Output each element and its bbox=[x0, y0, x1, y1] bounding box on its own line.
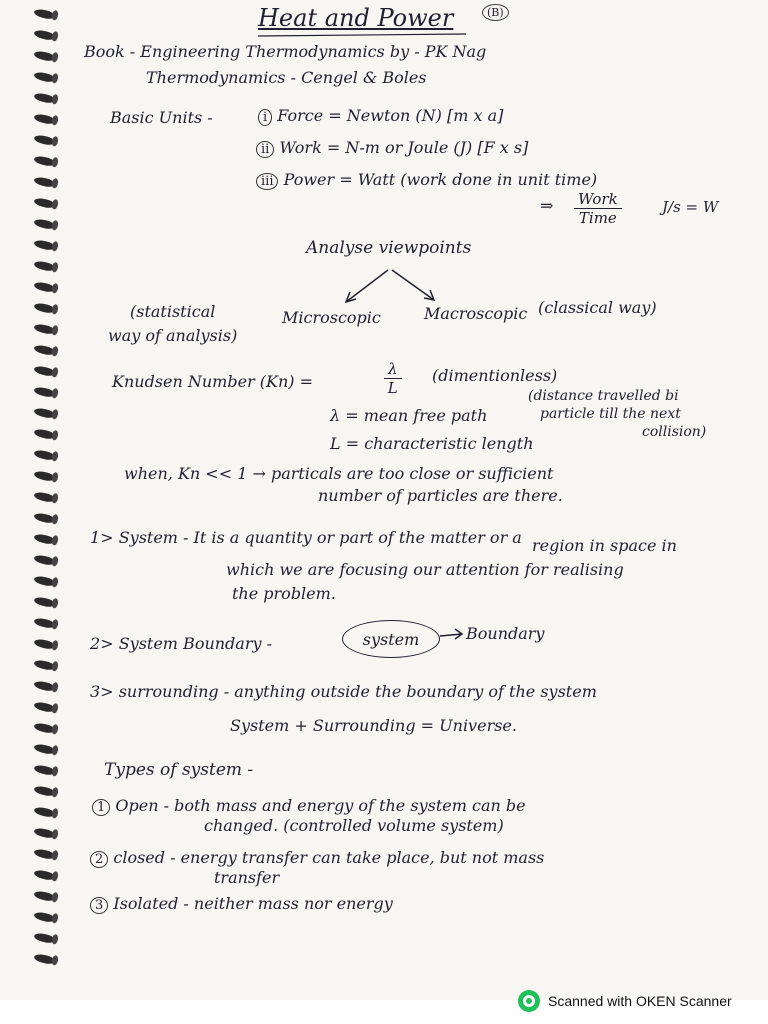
definition-system-line4: the problem. bbox=[232, 584, 336, 603]
definition-boundary: 2> System Boundary - bbox=[90, 634, 273, 653]
basic-units-label: Basic Units - bbox=[110, 108, 213, 127]
types-heading: Types of system - bbox=[104, 760, 254, 780]
l-definition: L = characteristic length bbox=[330, 434, 534, 453]
unit-item-work: ii Work = N-m or Joule (J) [F x s] bbox=[256, 138, 528, 157]
arrow-to-microscopic bbox=[346, 270, 388, 302]
oken-logo-icon bbox=[518, 990, 540, 1012]
page-title: Heat and Power bbox=[258, 4, 454, 32]
statistical-note-2: way of analysis) bbox=[108, 326, 238, 345]
scanner-text: Scanned with OKEN Scanner bbox=[548, 993, 732, 1009]
knudsen-note: (dimentionless) bbox=[432, 366, 558, 385]
unit-item-power: iii Power = Watt (work done in unit time) bbox=[256, 170, 597, 189]
power-result: J/s = W bbox=[662, 198, 719, 216]
type-open-line2: changed. (controlled volume system) bbox=[204, 816, 504, 835]
knudsen-denominator: L bbox=[387, 379, 398, 397]
when-line-1: when, Kn << 1 → particals are too close or sufficient bbox=[124, 464, 554, 483]
fraction-numerator: Work bbox=[574, 190, 622, 209]
type-open: 1 Open - both mass and energy of the system can be bbox=[92, 796, 526, 815]
scanner-watermark bbox=[518, 990, 732, 1012]
unit-item-force: i Force = Newton (N) [m x a] bbox=[258, 106, 503, 125]
lambda-note-2: particle till the next bbox=[540, 406, 681, 422]
lambda-note-1: (distance travelled bi bbox=[528, 388, 679, 404]
boundary-label: Boundary bbox=[466, 624, 545, 643]
book-line-1: Book - Engineering Thermodynamics by - PK Nag bbox=[84, 42, 487, 61]
system-universe-equation: System + Surrounding = Universe. bbox=[230, 716, 517, 735]
knudsen-label: Knudsen Number (Kn) = bbox=[112, 372, 314, 391]
book-line-2: Thermodynamics - Cengel & Boles bbox=[146, 68, 427, 87]
definition-system-line3: which we are focusing our attention for realising bbox=[226, 560, 624, 579]
system-ellipse: system bbox=[342, 620, 440, 658]
lambda-definition: λ = mean free path bbox=[330, 406, 488, 425]
viewpoints-heading: Analyse viewpoints bbox=[306, 238, 472, 258]
knudsen-numerator: λ bbox=[384, 360, 402, 379]
type-isolated: 3 Isolated - neither mass nor energy bbox=[90, 894, 393, 913]
type-closed-line2: transfer bbox=[214, 868, 280, 887]
definition-system-line2: region in space in bbox=[532, 536, 677, 555]
power-arrow: ⇒ bbox=[540, 196, 554, 215]
microscopic-label: Microscopic bbox=[282, 308, 381, 327]
lambda-note-3: collision) bbox=[642, 424, 707, 440]
arrow-to-macroscopic bbox=[392, 270, 434, 300]
definition-surrounding: 3> surrounding - anything outside the boundary of the system bbox=[90, 682, 597, 701]
title-underline-2 bbox=[258, 34, 466, 36]
definition-system: 1> System - It is a quantity or part of the matter or a bbox=[90, 528, 522, 547]
classical-note: (classical way) bbox=[538, 298, 657, 317]
type-closed: 2 closed - energy transfer can take place, but not mass bbox=[90, 848, 544, 867]
statistical-note-1: (statistical bbox=[130, 302, 216, 321]
title-mark: (B) bbox=[482, 4, 509, 21]
when-line-2: number of particles are there. bbox=[318, 486, 563, 505]
macroscopic-label: Macroscopic bbox=[424, 304, 528, 323]
fraction-denominator: Time bbox=[578, 209, 617, 227]
